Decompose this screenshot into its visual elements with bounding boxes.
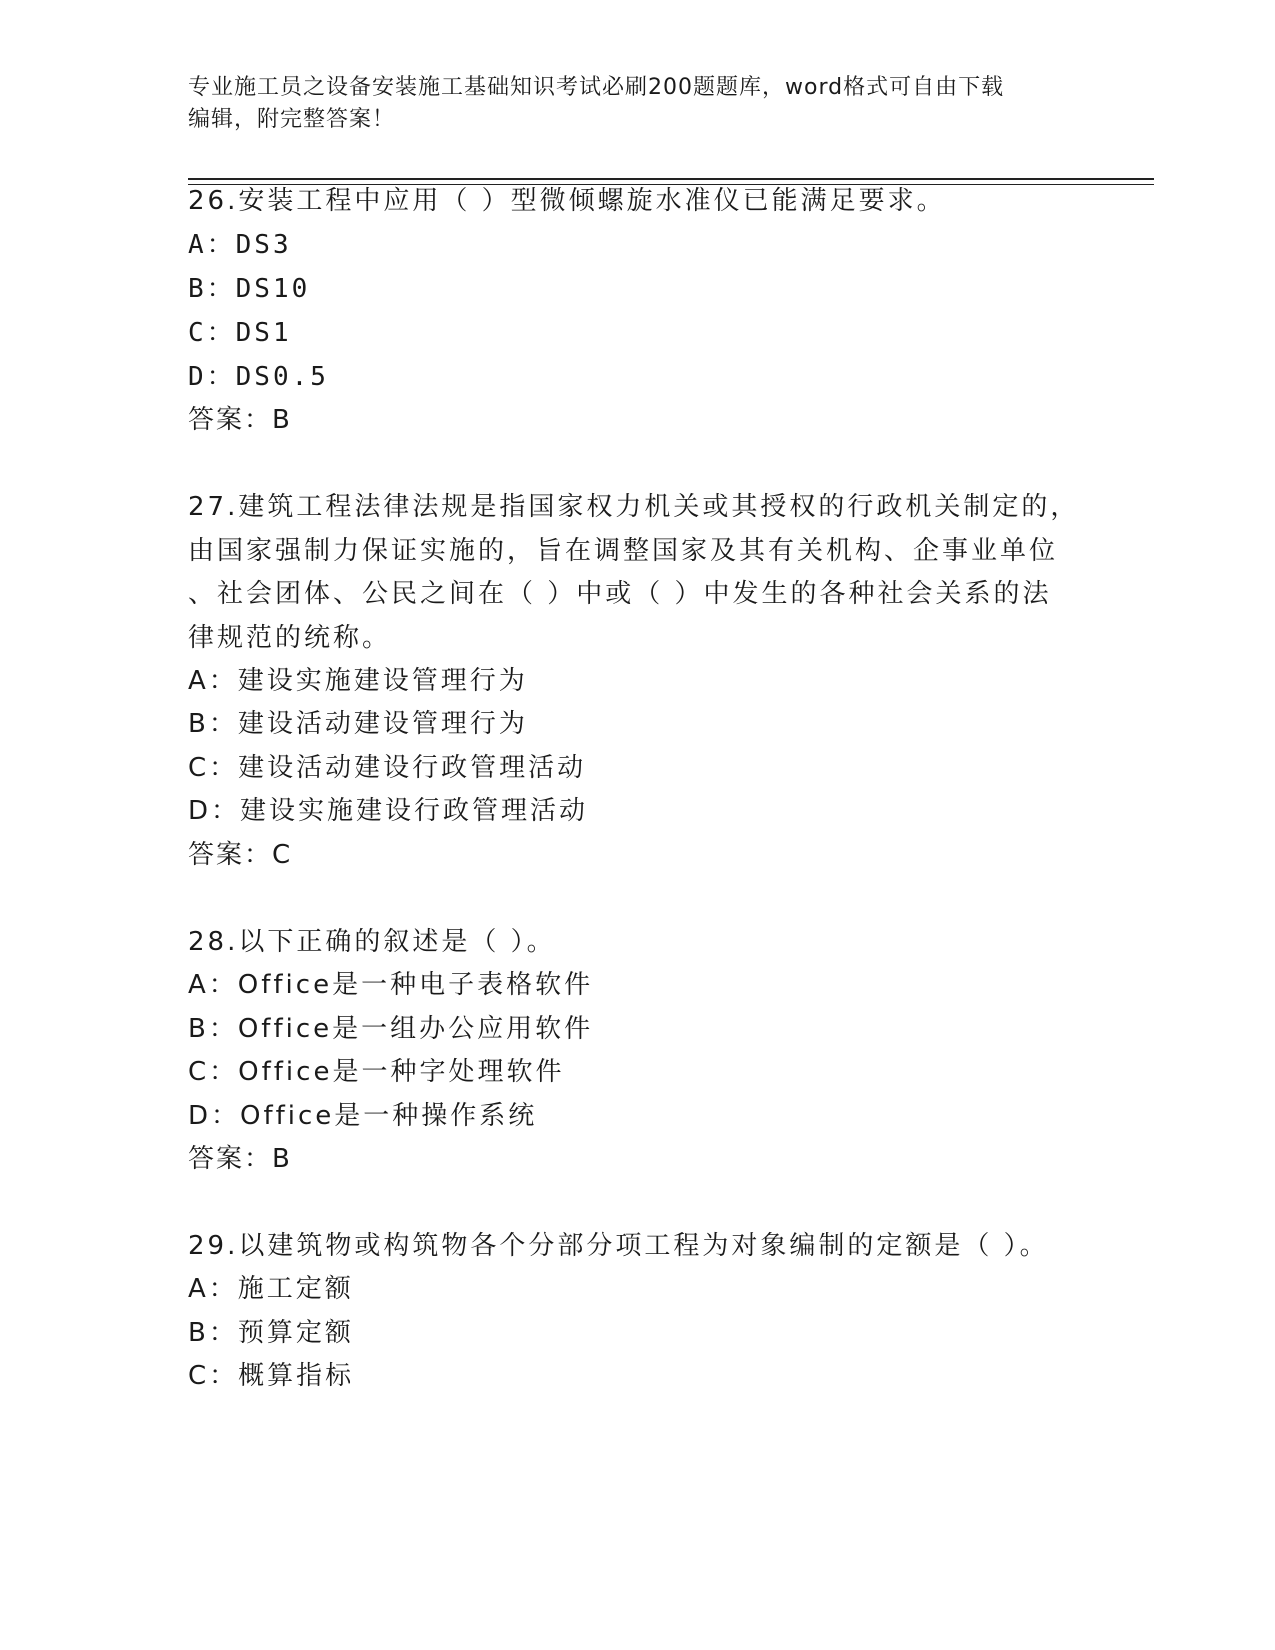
question-29-stem: 29.以建筑物或构筑物各个分部分项工程为对象编制的定额是（ ）。 [188,1231,1049,1261]
question-27-option-a: A：建设实施建设管理行为 [188,666,528,696]
header-line-1: 专业施工员之设备安装施工基础知识考试必刷200题题库，word格式可自由下载 [188,75,1005,100]
question-26-option-d: D：DS0.5 [188,362,329,392]
question-26-answer: 答案：B [188,405,292,435]
question-27-stem-line-1: 27.建筑工程法律法规是指国家权力机关或其授权的行政机关制定的， [188,492,1080,522]
question-29-option-a: A：施工定额 [188,1274,354,1304]
question-27-stem-line-2: 由国家强制力保证实施的，旨在调整国家及其有关机构、企事业单位 [188,536,1059,566]
question-26-option-c: C：DS1 [188,318,292,348]
question-28-option-c: C：Office是一种字处理软件 [188,1057,565,1087]
question-28-option-d: D：Office是一种操作系统 [188,1101,538,1131]
question-27-option-c: C：建设活动建设行政管理活动 [188,753,587,783]
question-28-option-a: A：Office是一种电子表格软件 [188,970,594,1000]
question-29-option-b: B：预算定额 [188,1318,354,1348]
question-28-answer: 答案：B [188,1144,292,1174]
question-26-option-b: B：DS10 [188,274,311,304]
question-27-answer: 答案：C [188,840,293,870]
question-27-stem-line-3: 、社会团体、公民之间在（ ）中或（ ）中发生的各种社会关系的法 [188,579,1052,609]
header-divider-thick [188,178,1154,180]
question-26-stem: 26.安装工程中应用（ ）型微倾螺旋水准仪已能满足要求。 [188,186,946,216]
document-header [188,72,1088,136]
question-27-stem-line-4: 律规范的统称。 [188,623,392,653]
question-28-stem: 28.以下正确的叙述是（ ）。 [188,927,556,957]
question-27-option-b: B：建设活动建设管理行为 [188,709,528,739]
question-28-option-b: B：Office是一组办公应用软件 [188,1014,594,1044]
question-26-option-a: A：DS3 [188,230,292,260]
question-27-option-d: D：建设实施建设行政管理活动 [188,796,589,826]
header-line-2: 编辑，附完整答案！ [188,107,396,132]
question-29-option-c: C：概算指标 [188,1361,355,1391]
